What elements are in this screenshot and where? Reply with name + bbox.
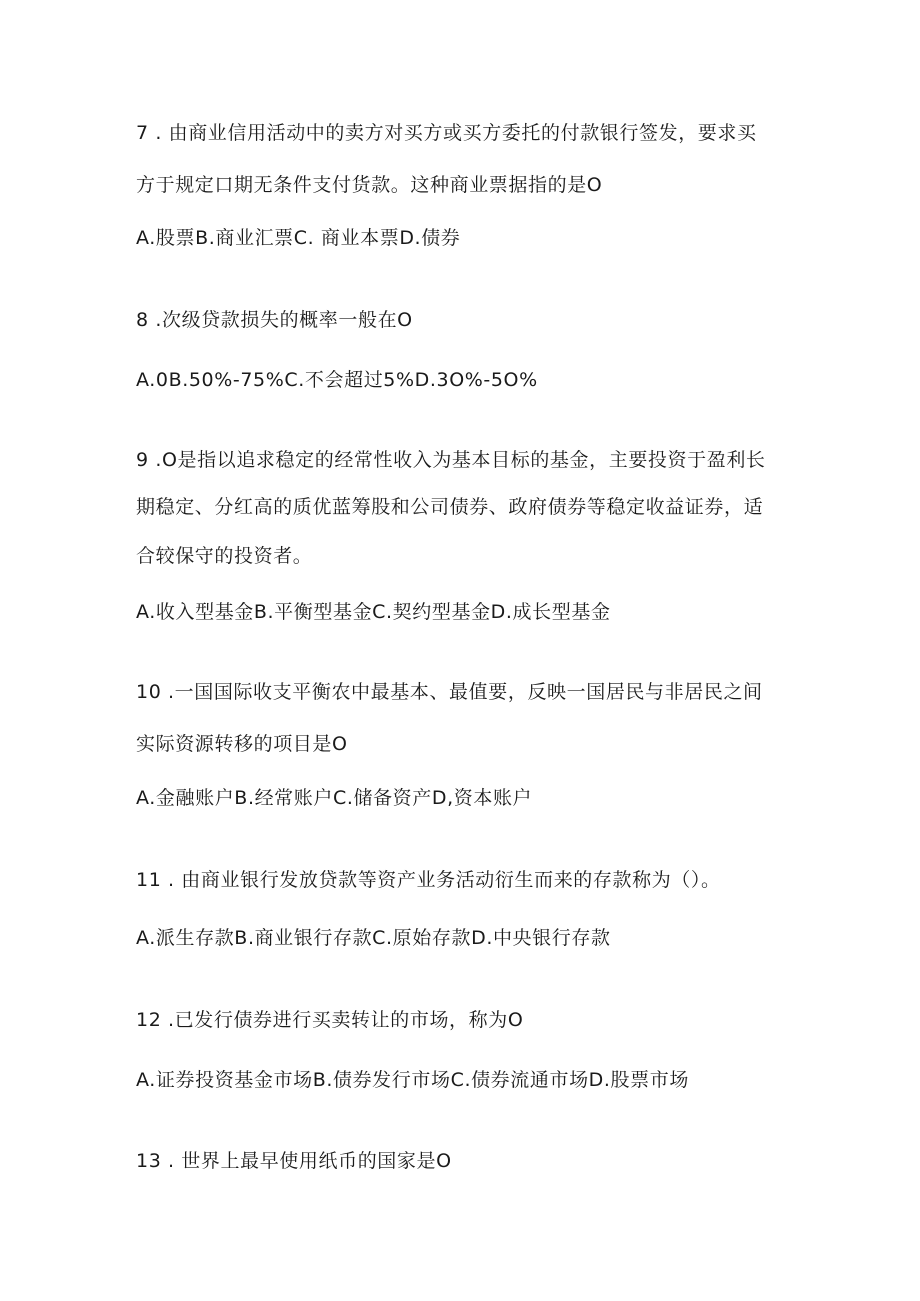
question-11-stem-line-1: 11 . 由商业银行发放贷款等资产业务活动衍生而来的存款称为（）。 <box>136 869 721 891</box>
question-9-stem-line-1: 9 .O是指以追求稳定的经常性收入为基本目标的基金，主要投资于盈利长 <box>136 449 766 471</box>
question-8-stem-line-1: 8 .次级贷款损失的概率一般在O <box>136 309 413 331</box>
question-11-options: A.派生存款B.商业银行存款C.原始存款D.中央银行存款 <box>136 927 611 949</box>
question-7-stem-line-2: 方于规定口期无条件支付货款。这种商业票据指的是O <box>136 174 603 196</box>
question-9-options: A.收入型基金B.平衡型基金C.契约型基金D.成长型基金 <box>136 601 611 623</box>
question-10-options: A.金融账户B.经常账户C.储备资产D,资本账户 <box>136 787 533 809</box>
question-13-stem-line-1: 13 . 世界上最早使用纸币的国家是O <box>136 1150 452 1172</box>
question-9-stem-line-2: 期稳定、分红高的质优蓝筹股和公司债券、政府债券等稳定收益证券，适 <box>136 496 764 518</box>
question-8-options: A.0B.50%-75%C.不会超过5%D.3O%-5O% <box>136 369 538 391</box>
question-7-stem-line-1: 7 . 由商业信用活动中的卖方对买方或买方委托的付款银行签发，要求买 <box>136 122 757 144</box>
question-10-stem-line-1: 10 .一国国际收支平衡农中最基本、最值要，反映一国居民与非居民之间 <box>136 681 763 703</box>
question-12-options: A.证券投资基金市场B.债券发行市场C.债券流通市场D.股票市场 <box>136 1069 689 1091</box>
question-9-stem-line-3: 合较保守的投资者。 <box>136 545 313 567</box>
question-12-stem-line-1: 12 .已发行债券进行买卖转让的市场，称为O <box>136 1009 524 1031</box>
question-10-stem-line-2: 实际资源转移的项目是O <box>136 733 348 755</box>
question-7-options: A.股票B.商业汇票C. 商业本票D.债券 <box>136 227 461 249</box>
